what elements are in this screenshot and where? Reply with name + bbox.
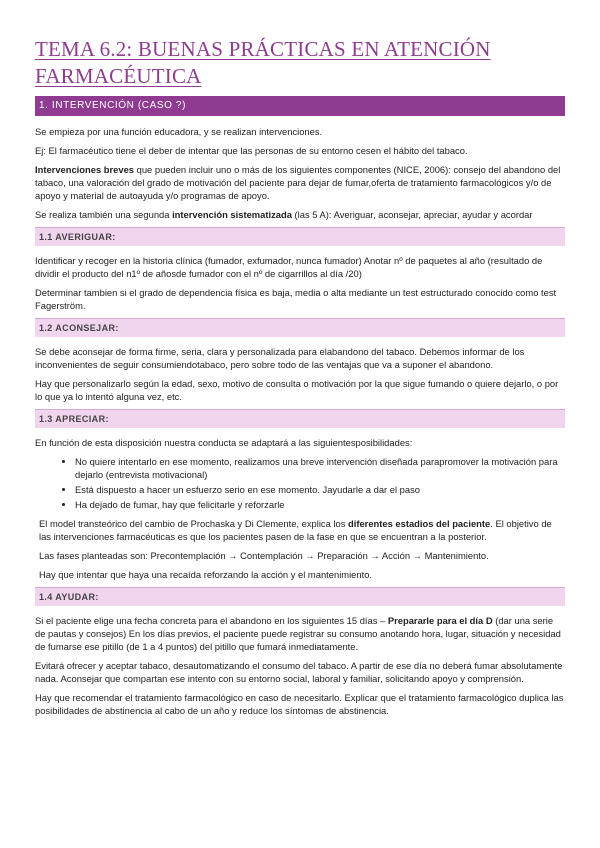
paragraph: Evitará ofrecer y aceptar tabaco, desautomatizando el consumo del tabaco. A partir de ese día no deberá fumar absolutamente nada. Aconsejar que compartan ese intento con su entorno social, laboral y familiar, solicitando apoyo y comprensión. <box>35 660 563 684</box>
paragraph: Si el paciente elige una fecha concreta para el abandono en los siguientes 15 días – Prepararle para el día D (dar una serie de pautas y consejos) En los días previos, el paciente puede registrar su consumo anotando hora, lugar, situación y necesidad de fumarse ese pitillo (de 1 a 4 puntos) del pitillo que fumará inmediatamente. <box>35 615 561 652</box>
subsection-heading-apreciar: 1.3 APRECIAR: <box>35 409 565 428</box>
subsection-heading-averiguar: 1.1 AVERIGUAR: <box>35 227 565 246</box>
paragraph: Hay que recomendar el tratamiento farmacológico en caso de necesitarlo. Explicar que el tratamiento farmacológico duplica las posibilidades de abstinencia al cabo de un año y reduce los síntomas de abstinencia. <box>35 692 564 716</box>
paragraph: Se debe aconsejar de forma firme, seria, clara y personalizada para elabandono del tabaco. Debemos informar de los inconvenientes de seguir consumiendotabaco, pero sobre todo de las ventajas que va a suponer el abandono. <box>35 346 525 370</box>
paragraph: Hay que intentar que haya una recaída reforzando la acción y el mantenimiento. <box>39 569 373 580</box>
bold-text: diferentes estadios del paciente <box>348 518 491 529</box>
paragraph: Hay que personalizarlo según la edad, sexo, motivo de consulta o motivación por la que sigue fumando o quiere dejarlo, o por lo que ya lo intentó alguna vez, etc. <box>35 378 559 402</box>
paragraph: Se realiza también una segunda intervención sistematizada (las 5 A): Averiguar, aconsejar, apreciar, ayudar y acordar <box>35 209 533 220</box>
paragraph: Se empieza por una función educadora, y se realizan intervenciones. <box>35 126 323 137</box>
paragraph: Intervenciones breves que pueden incluir uno o más de los siguientes componentes (NICE, 2006): consejo del abandono del tabaco, una valoración del grado de motivación del paciente para dejar de fumar,oferta de tratamiento farmacológicos y/o de apoyo y material de autoayuda y/o programas de apoyo. <box>35 164 561 201</box>
bold-text: intervención sistematizada <box>172 209 292 220</box>
bold-text: Prepararle para el día D <box>387 615 493 626</box>
bold-text: Intervenciones breves <box>35 164 135 175</box>
section-heading-intervencion: 1. INTERVENCIÓN (CASO ?) <box>35 96 565 116</box>
title-line-2: FARMACÉUTICA <box>35 64 202 88</box>
subsection-heading-aconsejar: 1.2 ACONSEJAR: <box>35 318 565 337</box>
list-item: • No quiere intentarlo en ese momento, realizamos una breve intervención diseñada parapromover la motivación para dejarlo (entrevista motivacional) <box>75 455 565 481</box>
paragraph: En función de esta disposición nuestra conducta se adaptará a las siguientesposibilidades: <box>35 437 413 448</box>
paragraph: Las fases planteadas son: Precontemplación → Contemplación → Preparación → Acción → Mantenimiento. <box>39 550 489 561</box>
paragraph: Ej: El farmacéutico tiene el deber de intentar que las personas de su entorno cesen el hábito del tabaco. <box>35 145 468 156</box>
paragraph: El model transteórico del cambio de Prochaska y Di Clemente, explica los diferentes estadios del paciente. El objetivo de las intervenciones farmacéuticas es que los pacientes pasen de la fase en que se encuentran a la posterior. <box>39 518 552 542</box>
paragraph: Determinar tambien si el grado de dependencia física es baja, media o alta mediante un test estructurado conocido como test Fagerström. <box>35 287 557 311</box>
list-item: • Está dispuesto a hacer un esfuerzo serio en ese momento. Jayudarle a dar el paso <box>75 483 565 496</box>
title-line-1: TEMA 6.2: BUENAS PRÁCTICAS EN ATENCIÓN <box>35 37 491 61</box>
subsection-heading-ayudar: 1.4 AYUDAR: <box>35 587 565 606</box>
paragraph: Identificar y recoger en la historia clínica (fumador, exfumador, nunca fumador) Anotar nº de paquetes al año (resultado de dividir el producto del n1º de añosde fumador con el nº de cigarrillos al día /20) <box>35 255 543 279</box>
list-item: • Ha dejado de fumar, hay que felicitarle y reforzarle <box>75 498 565 511</box>
page-title <box>35 36 565 90</box>
document-page <box>35 36 565 723</box>
bullet-list <box>35 455 565 511</box>
